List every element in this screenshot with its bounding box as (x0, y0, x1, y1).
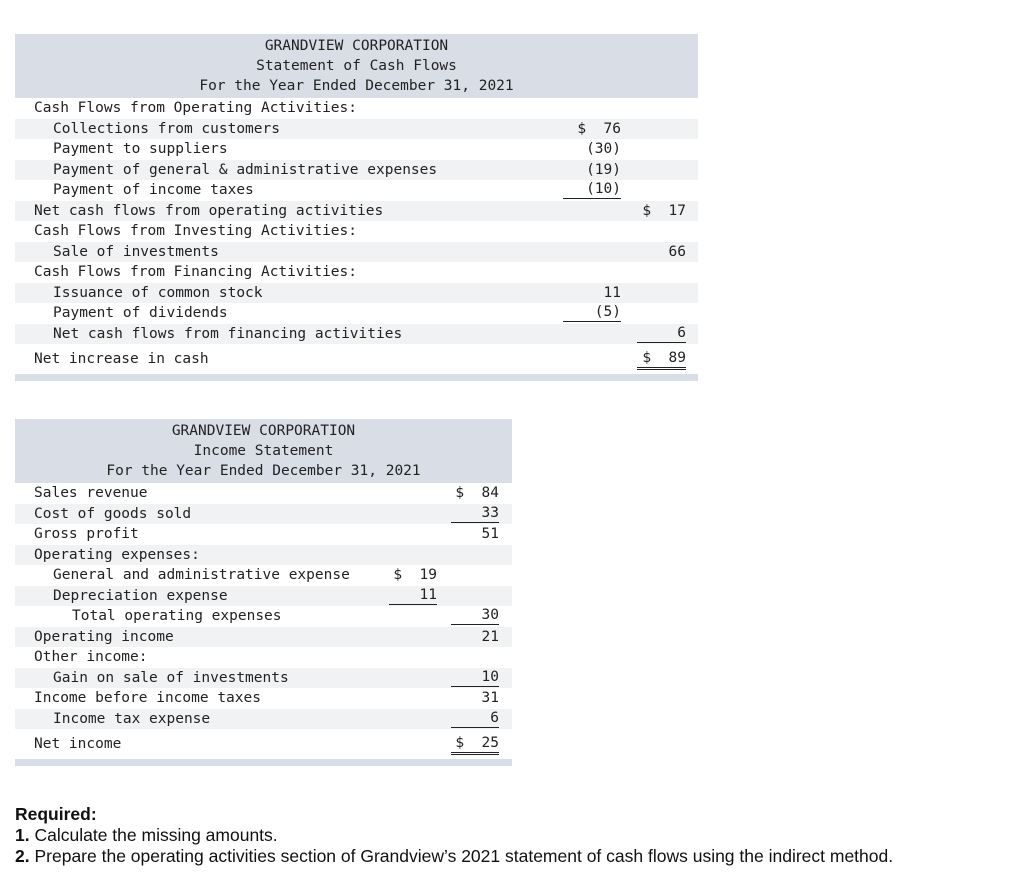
row-amount: $ 76 (577, 120, 621, 137)
row-label: Depreciation expense (53, 587, 228, 604)
income-statement-header (15, 419, 512, 483)
row-amount: (5) (563, 304, 621, 322)
table-row (15, 586, 512, 607)
cash-flow-statement (15, 34, 698, 381)
row-label: Cost of goods sold (34, 505, 192, 522)
row-total: $ 84 (455, 485, 499, 501)
row-label: Gross profit (34, 526, 139, 542)
row-amount: (10) (563, 181, 621, 199)
company-name: GRANDVIEW CORPORATION (171, 423, 356, 439)
row-label: Net income (34, 736, 122, 752)
row-total: 10 (451, 669, 499, 687)
table-row (15, 221, 698, 242)
row-total: 33 (451, 505, 499, 523)
row-label: Cash Flows from Investing Activities: (34, 223, 358, 239)
table-row (15, 668, 512, 689)
table-row (15, 344, 698, 374)
table-row (15, 324, 698, 345)
statement-title: Statement of Cash Flows (256, 58, 457, 74)
row-label: Cash Flows from Financing Activities: (34, 264, 358, 280)
required-item (15, 825, 1015, 846)
row-label: Net increase in cash (34, 351, 209, 367)
row-total: 21 (481, 628, 499, 645)
table-row (15, 606, 512, 627)
row-label: Net cash flows from financing activities (53, 325, 403, 342)
row-total: $ 25 (451, 735, 499, 755)
row-label: Collections from customers (53, 120, 280, 137)
row-label: Sale of investments (53, 243, 219, 260)
table-row (15, 242, 698, 263)
required-item-number: 2. (15, 846, 30, 866)
statement-period: For the Year Ended December 31, 2021 (106, 463, 421, 479)
row-amount: (30) (586, 141, 621, 157)
row-total: 30 (451, 607, 499, 625)
row-label: Issuance of common stock (53, 284, 263, 301)
statement-footer-bar (15, 759, 512, 766)
row-label: Net cash flows from operating activities (34, 202, 384, 219)
row-label: Total operating expenses (72, 608, 282, 624)
statement-footer-bar (15, 374, 698, 381)
row-amount: (19) (586, 161, 621, 178)
table-row (15, 524, 512, 545)
table-row (15, 180, 698, 201)
table-row (15, 627, 512, 648)
cash-flow-header (15, 34, 698, 98)
table-row (15, 504, 512, 525)
required-item-text: Prepare the operating activities section of Grandview’s 2021 statement of cash flows using the indirect method. (34, 846, 894, 866)
row-label: Income tax expense (53, 710, 211, 727)
row-label: Payment to suppliers (53, 141, 228, 157)
row-total: 31 (481, 690, 499, 706)
row-total: $ 17 (642, 202, 686, 219)
table-row (15, 283, 698, 304)
required-item (15, 846, 1015, 867)
row-amount: $ 19 (393, 567, 437, 583)
row-label: Payment of income taxes (53, 182, 254, 198)
table-row (15, 160, 698, 181)
table-row (15, 262, 698, 283)
table-row (15, 647, 512, 668)
row-total: $ 89 (637, 350, 686, 370)
row-total: 51 (481, 526, 499, 542)
statement-title: Income Statement (193, 443, 334, 459)
row-total: 66 (668, 243, 686, 260)
row-label: Other income: (34, 649, 148, 665)
row-label: Cash Flows from Operating Activities: (34, 100, 358, 116)
row-label: Payment of general & administrative expenses (53, 161, 438, 178)
row-label: Payment of dividends (53, 305, 228, 321)
table-row (15, 729, 512, 759)
table-row (15, 201, 698, 222)
required-title: Required: (15, 804, 97, 824)
required-item-text: Calculate the missing amounts. (34, 825, 278, 845)
table-row (15, 139, 698, 160)
table-row (15, 688, 512, 709)
required-item-number: 1. (15, 825, 30, 845)
row-amount: 11 (603, 284, 621, 301)
row-label: Income before income taxes (34, 690, 261, 706)
row-label: Gain on sale of investments (53, 669, 289, 686)
required-section (15, 804, 1015, 867)
row-total: 6 (637, 325, 686, 343)
table-row (15, 303, 698, 324)
row-label: Sales revenue (34, 485, 148, 501)
row-label: General and administrative expense (53, 567, 350, 583)
table-row (15, 545, 512, 566)
table-row (15, 565, 512, 586)
company-name: GRANDVIEW CORPORATION (264, 38, 449, 54)
table-row (15, 483, 512, 504)
table-row (15, 709, 512, 730)
table-row (15, 98, 698, 119)
row-label: Operating expenses: (34, 546, 200, 563)
row-label: Operating income (34, 628, 174, 645)
row-amount: 11 (389, 587, 437, 605)
table-row (15, 119, 698, 140)
statement-period: For the Year Ended December 31, 2021 (199, 78, 514, 94)
income-statement (15, 419, 512, 766)
row-total: 6 (451, 710, 499, 728)
